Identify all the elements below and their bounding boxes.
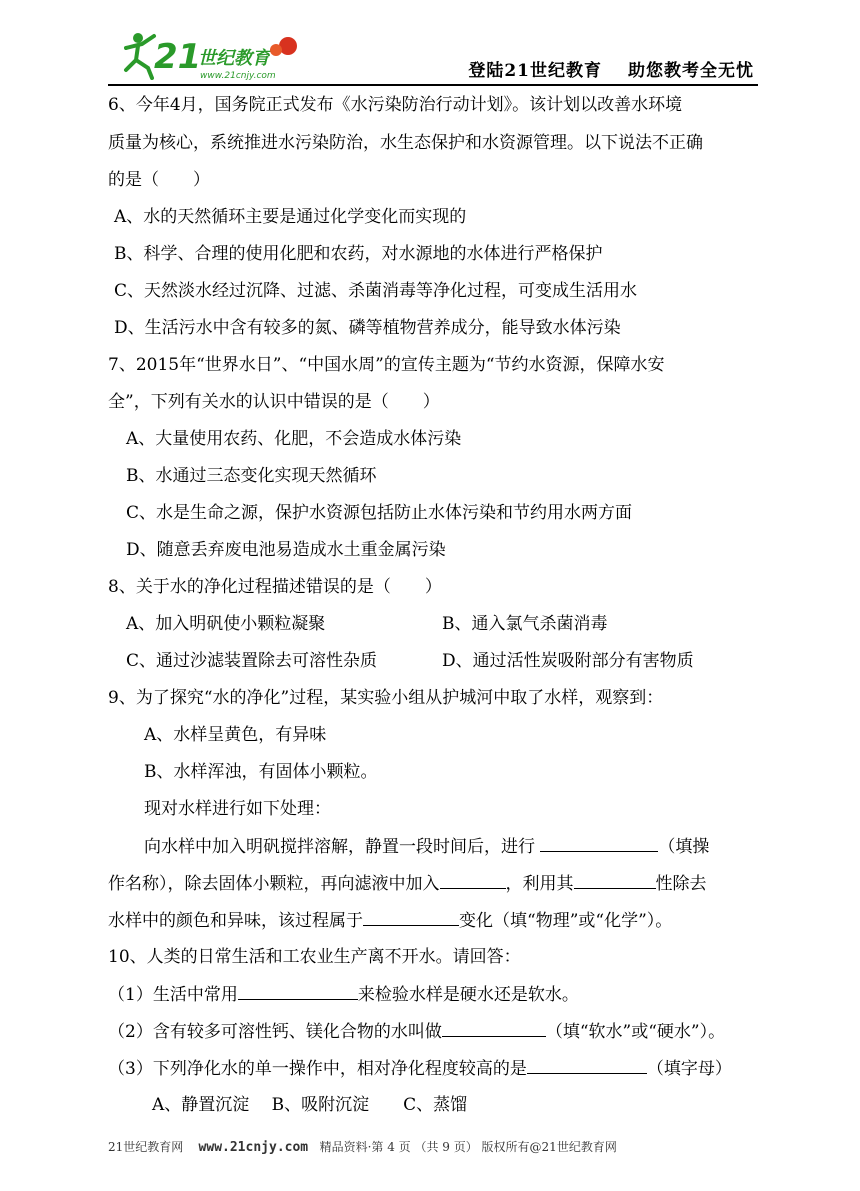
q10-line1: 10、人类的日常生活和工农业生产离不开水。请回答： (108, 947, 521, 967)
q10-blank-water-type[interactable] (442, 1018, 546, 1037)
q9-text: 水样中的颜色和异味，该过程属于 (108, 911, 363, 931)
q9-para2 (144, 833, 709, 860)
q6-option-c: C、天然淡水经过沉降、过滤、杀菌消毒等净化过程，可变成生活用水 (114, 281, 638, 301)
q10-blank-letter[interactable] (527, 1055, 647, 1074)
q6-option-d: D、生活污水中含有较多的氮、磷等植物营养成分，能导致水体污染 (114, 318, 621, 338)
q9-blank-additive[interactable] (440, 870, 506, 889)
q9-blank-property[interactable] (574, 870, 656, 889)
q9-text: （填操 (658, 837, 710, 857)
q10-text: （2）含有较多可溶性钙、镁化合物的水叫做 (108, 1022, 442, 1042)
q9-text: 变化（填“物理”或“化学”）。 (459, 911, 673, 931)
q9-text: 性除去 (655, 874, 707, 894)
q10-sub2 (108, 1018, 725, 1045)
slogan-left: 登陆21世纪教育 (468, 61, 602, 81)
q10-text: （填“软水”或“硬水”）。 (545, 1022, 726, 1042)
q7-option-b: B、水通过三态变化实现天然循环 (126, 466, 377, 486)
q7-option-c: C、水是生命之源，保护水资源包括防止水体污染和节约用水两方面 (126, 503, 633, 523)
q8-line1: 8、关于水的净化过程描述错误的是（ ） (108, 577, 442, 597)
q7-line1: 7、2015年“世界水日”、“中国水周”的宣传主题为“节约水资源，保障水安 (108, 355, 665, 375)
q9-observation-a: A、水样呈黄色，有异味 (144, 725, 327, 745)
logo-url: www.21cnjy.com (200, 71, 276, 80)
q10-text: （3）下列净化水的单一操作中，相对净化程度较高的是 (108, 1059, 527, 1079)
q9-text: 向水样中加入明矾搅拌溶解，静置一段时间后，进行 (144, 837, 535, 857)
site-logo (108, 28, 308, 80)
q9-para4 (108, 907, 672, 934)
q10-text: （1）生活中常用 (108, 985, 238, 1005)
q8-option-a: A、加入明矾使小颗粒凝聚 (126, 614, 326, 634)
page-footer (108, 1138, 758, 1155)
q9-text: ，利用其 (505, 874, 574, 894)
q8-option-c: C、通过沙滤装置除去可溶性杂质 (126, 651, 378, 671)
q10-options: A、静置沉淀 B、吸附沉淀 C、蒸馏 (152, 1095, 468, 1115)
q6-line2: 质量为核心，系统推进水污染防治，水生态保护和水资源管理。以下说法不正确 (108, 133, 703, 153)
header-slogan (468, 56, 754, 81)
q6-option-b: B、科学、合理的使用化肥和农药，对水源地的水体进行严格保护 (114, 244, 603, 264)
q7-option-a: A、大量使用农药、化肥，不会造成水体污染 (126, 429, 462, 449)
footer-url[interactable]: www.21cnjy.com (198, 1140, 309, 1155)
q9-para1: 现对水样进行如下处理： (144, 799, 331, 819)
q10-sub3 (108, 1055, 732, 1082)
q10-blank-test-agent[interactable] (238, 981, 358, 1000)
q9-text: 作名称），除去固体小颗粒，再向滤液中加入 (108, 874, 440, 894)
q7-option-d: D、随意丢弃废电池易造成水土重金属污染 (126, 540, 446, 560)
q6-line1: 6、今年4月，国务院正式发布《水污染防治行动计划》。该计划以改善水环境 (108, 95, 683, 115)
q9-line1: 9、为了探究“水的净化”过程，某实验小组从护城河中取了水样，观察到： (108, 688, 664, 708)
q8-option-d: D、通过活性炭吸附部分有害物质 (442, 651, 694, 671)
q9-blank-change-type[interactable] (363, 907, 459, 926)
q7-line2: 全”，下列有关水的认识中错误的是（ ） (108, 392, 440, 412)
slogan-right: 助您教考全无忧 (628, 61, 754, 81)
logo-number: 21 (154, 37, 202, 77)
footer-site: 21世纪教育网 (108, 1140, 184, 1154)
page-header (108, 28, 758, 86)
q10-text: 来检验水样是硬水还是软水。 (357, 985, 579, 1005)
q10-sub1 (108, 981, 579, 1008)
footer-page-label: 精品资料·第 4 页 （共 9 页） 版权所有@21世纪教育网 (319, 1140, 617, 1154)
q10-text: （填字母） (646, 1059, 732, 1079)
logo-text: 世纪教育 (198, 48, 270, 69)
q9-observation-b: B、水样浑浊，有固体小颗粒。 (144, 762, 378, 782)
q6-line3: 的是（ ） (108, 170, 210, 190)
q9-para3 (108, 870, 707, 897)
q8-option-b: B、通入氯气杀菌消毒 (442, 614, 608, 634)
q6-option-a: A、水的天然循环主要是通过化学变化而实现的 (114, 207, 467, 227)
q9-blank-operation[interactable] (540, 833, 658, 852)
